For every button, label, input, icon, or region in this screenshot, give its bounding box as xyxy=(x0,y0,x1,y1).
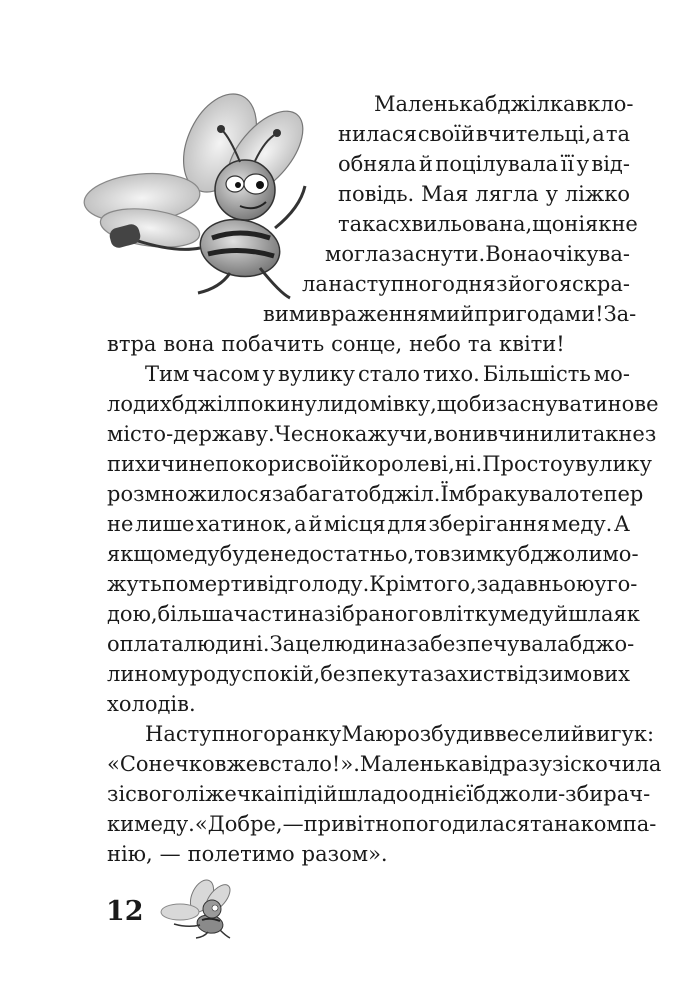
word: королеві, xyxy=(351,452,455,476)
word: ніяк xyxy=(564,212,612,236)
word: Маленька xyxy=(359,752,471,776)
word: наступного xyxy=(328,272,455,296)
word: і xyxy=(276,782,284,806)
word: у xyxy=(262,362,275,386)
word: небо xyxy=(409,332,461,356)
word: сонце, xyxy=(331,332,403,356)
word: безпеку xyxy=(320,662,409,686)
word: людина xyxy=(321,632,407,656)
text-line xyxy=(107,690,630,718)
word: хатинок, xyxy=(196,512,293,536)
word: веселий xyxy=(494,722,585,746)
word: бджіл. xyxy=(368,482,441,506)
word: бджоли-збирач- xyxy=(473,782,651,806)
word: привітно xyxy=(303,812,402,836)
text-line xyxy=(325,240,630,268)
word: місця xyxy=(324,512,386,536)
word: йшла xyxy=(554,602,614,626)
text-line xyxy=(107,630,635,658)
bee-illustration-small xyxy=(160,878,240,940)
word: ні. xyxy=(454,452,483,476)
word: зі xyxy=(107,782,126,806)
word: забагато xyxy=(271,482,369,506)
word: враженнями xyxy=(319,302,461,326)
word: мо- xyxy=(602,542,639,566)
text-line xyxy=(107,450,652,478)
word: спокій, xyxy=(241,662,321,686)
word: линому xyxy=(107,662,190,686)
word: та xyxy=(467,332,492,356)
text-line xyxy=(107,750,662,778)
word: й xyxy=(460,302,475,326)
text-line xyxy=(107,840,630,868)
word: така xyxy=(338,212,388,236)
word: Тим xyxy=(145,362,190,386)
word: місто-державу. xyxy=(107,422,275,446)
word: «Добре, xyxy=(194,812,283,836)
word: за xyxy=(476,572,501,596)
word: квіти! xyxy=(499,332,565,356)
word: компа- xyxy=(580,812,657,836)
text-line xyxy=(107,330,630,358)
word: А xyxy=(614,512,630,536)
word: до xyxy=(382,782,409,806)
word: тепер xyxy=(579,482,644,506)
word: вже xyxy=(214,752,259,776)
word: й xyxy=(418,152,433,176)
text-line xyxy=(107,600,640,628)
text-line xyxy=(107,660,630,688)
word: холодів. xyxy=(107,692,196,716)
word: заснути. xyxy=(390,242,486,266)
word: взимку xyxy=(438,542,518,566)
text-line xyxy=(374,90,634,118)
word: За xyxy=(269,632,296,656)
word: його xyxy=(508,272,559,296)
word: частина xyxy=(233,602,325,626)
word: Мая xyxy=(421,182,469,206)
word: ки xyxy=(107,812,135,836)
word: захист xyxy=(433,662,507,686)
text-line xyxy=(107,510,630,538)
word: Просто xyxy=(482,452,563,476)
word: свого xyxy=(125,782,186,806)
word: від xyxy=(506,662,538,686)
word: вона xyxy=(163,332,215,356)
text-line xyxy=(107,780,651,808)
word: Наступного xyxy=(145,722,276,746)
word: чи xyxy=(160,452,189,476)
word: погодилася xyxy=(401,812,530,836)
word: побачить xyxy=(221,332,325,356)
word: бджоли xyxy=(517,542,603,566)
word: й xyxy=(308,512,323,536)
word: забезпечувала xyxy=(406,632,570,656)
word: бджіл xyxy=(171,392,237,416)
word: жуть xyxy=(107,572,162,596)
text-line xyxy=(338,180,630,208)
word: ліжко xyxy=(564,182,630,206)
word: своїй xyxy=(417,122,475,146)
word: як xyxy=(613,602,640,626)
text-line xyxy=(338,150,630,178)
word: мо- xyxy=(593,362,630,386)
word: не xyxy=(611,212,638,236)
word: зберігання xyxy=(428,512,550,536)
word: ла xyxy=(302,272,328,296)
word: лодих xyxy=(107,392,172,416)
word: лише xyxy=(135,512,195,536)
word: ранку xyxy=(275,722,342,746)
word: встало!». xyxy=(258,752,360,776)
word: заснувати xyxy=(495,392,608,416)
word: вулику xyxy=(574,452,652,476)
word: того, xyxy=(422,572,477,596)
bee-illustration-large xyxy=(80,88,330,303)
word: — xyxy=(282,812,304,836)
word: влітку xyxy=(431,602,501,626)
word: від xyxy=(256,572,288,596)
word: могла xyxy=(325,242,391,266)
text-line xyxy=(107,810,657,838)
word: бракувало xyxy=(465,482,580,506)
text-line xyxy=(145,720,655,748)
word: обняла xyxy=(338,152,417,176)
text-line xyxy=(107,420,657,448)
word: ліжечка xyxy=(185,782,277,806)
word: Чесно xyxy=(274,422,342,446)
word: меду. xyxy=(551,512,613,536)
word: що xyxy=(532,212,565,236)
word: меду xyxy=(165,542,220,566)
word: втра xyxy=(107,332,157,356)
word: її xyxy=(560,152,575,176)
word: нію, xyxy=(107,842,153,866)
word: вчинили xyxy=(486,422,582,446)
word: полетимо xyxy=(187,842,295,866)
word: зібраного xyxy=(324,602,432,626)
word: непокори xyxy=(188,452,296,476)
word: голоду. xyxy=(287,572,370,596)
word: уго- xyxy=(594,572,638,596)
text-line xyxy=(145,360,630,388)
word: підійшла xyxy=(283,782,383,806)
word: зіскочила xyxy=(552,752,662,776)
word: вчительці, xyxy=(475,122,592,146)
word: якщо xyxy=(107,542,166,566)
text-line xyxy=(263,300,637,328)
word: зимових xyxy=(537,662,630,686)
text-line xyxy=(302,270,630,298)
word: у xyxy=(545,182,558,206)
word: з xyxy=(496,272,508,296)
word: покинули xyxy=(236,392,345,416)
text-line xyxy=(107,570,638,598)
word: Крім xyxy=(369,572,423,596)
word: буде xyxy=(219,542,270,566)
word: бджілка xyxy=(484,92,576,116)
word: відразу xyxy=(470,752,553,776)
word: дою, xyxy=(107,602,158,626)
word: та xyxy=(408,662,433,686)
word: Маю xyxy=(341,722,394,746)
word: Маленька xyxy=(374,92,485,116)
word: «Сонечко xyxy=(107,752,215,776)
word: схвильована, xyxy=(387,212,533,236)
word: не xyxy=(618,422,645,446)
word: однієї xyxy=(408,782,474,806)
text-line xyxy=(338,210,638,238)
word: у xyxy=(562,452,575,476)
word: та xyxy=(529,812,555,836)
word: оплата xyxy=(107,632,184,656)
word: для xyxy=(387,512,427,536)
word: пригодами! xyxy=(474,302,604,326)
word: яскра- xyxy=(558,272,630,296)
word: недостатньо, xyxy=(269,542,415,566)
word: часом xyxy=(192,362,260,386)
word: Їм xyxy=(440,482,466,506)
word: не xyxy=(107,512,134,536)
word: вигук: xyxy=(584,722,655,746)
word: вими xyxy=(263,302,320,326)
word: нове xyxy=(607,392,659,416)
text-line xyxy=(107,390,659,418)
word: лягла xyxy=(475,182,539,206)
word: від- xyxy=(591,152,630,176)
page-number: 12 xyxy=(106,896,144,927)
word: нилася xyxy=(338,122,417,146)
word: а xyxy=(592,122,605,146)
word: вони xyxy=(433,422,487,446)
word: щоби xyxy=(436,392,496,416)
word: очікува- xyxy=(539,242,630,266)
word: пихи xyxy=(107,452,161,476)
word: кажучи, xyxy=(341,422,434,446)
word: з xyxy=(644,422,657,446)
word: меду. xyxy=(134,812,195,836)
word: то xyxy=(414,542,439,566)
word: меду xyxy=(500,602,555,626)
word: розбудив xyxy=(393,722,495,746)
text-line xyxy=(107,540,639,568)
word: а xyxy=(294,512,307,536)
word: тихо. xyxy=(422,362,480,386)
word: домівку, xyxy=(344,392,437,416)
word: у xyxy=(576,152,589,176)
word: разом». xyxy=(301,842,388,866)
word: так xyxy=(581,422,619,446)
word: розмножилося xyxy=(107,482,272,506)
word: вулику xyxy=(278,362,355,386)
word: роду xyxy=(189,662,242,686)
word: повідь. xyxy=(338,182,415,206)
word: дня xyxy=(455,272,496,296)
word: давньою xyxy=(500,572,595,596)
word: поцілувала xyxy=(435,152,559,176)
word: та xyxy=(605,122,630,146)
word: людині. xyxy=(183,632,270,656)
word: померти xyxy=(161,572,257,596)
word: більша xyxy=(157,602,234,626)
text-line xyxy=(338,120,630,148)
word: вкло- xyxy=(575,92,634,116)
word: За- xyxy=(603,302,637,326)
word: на xyxy=(554,812,581,836)
word: це xyxy=(295,632,322,656)
word: бджо- xyxy=(569,632,635,656)
word: — xyxy=(159,842,181,866)
word: своїй xyxy=(295,452,352,476)
word: Більшість xyxy=(482,362,591,386)
text-line xyxy=(107,480,644,508)
word: Вона xyxy=(485,242,540,266)
word: стало xyxy=(358,362,420,386)
